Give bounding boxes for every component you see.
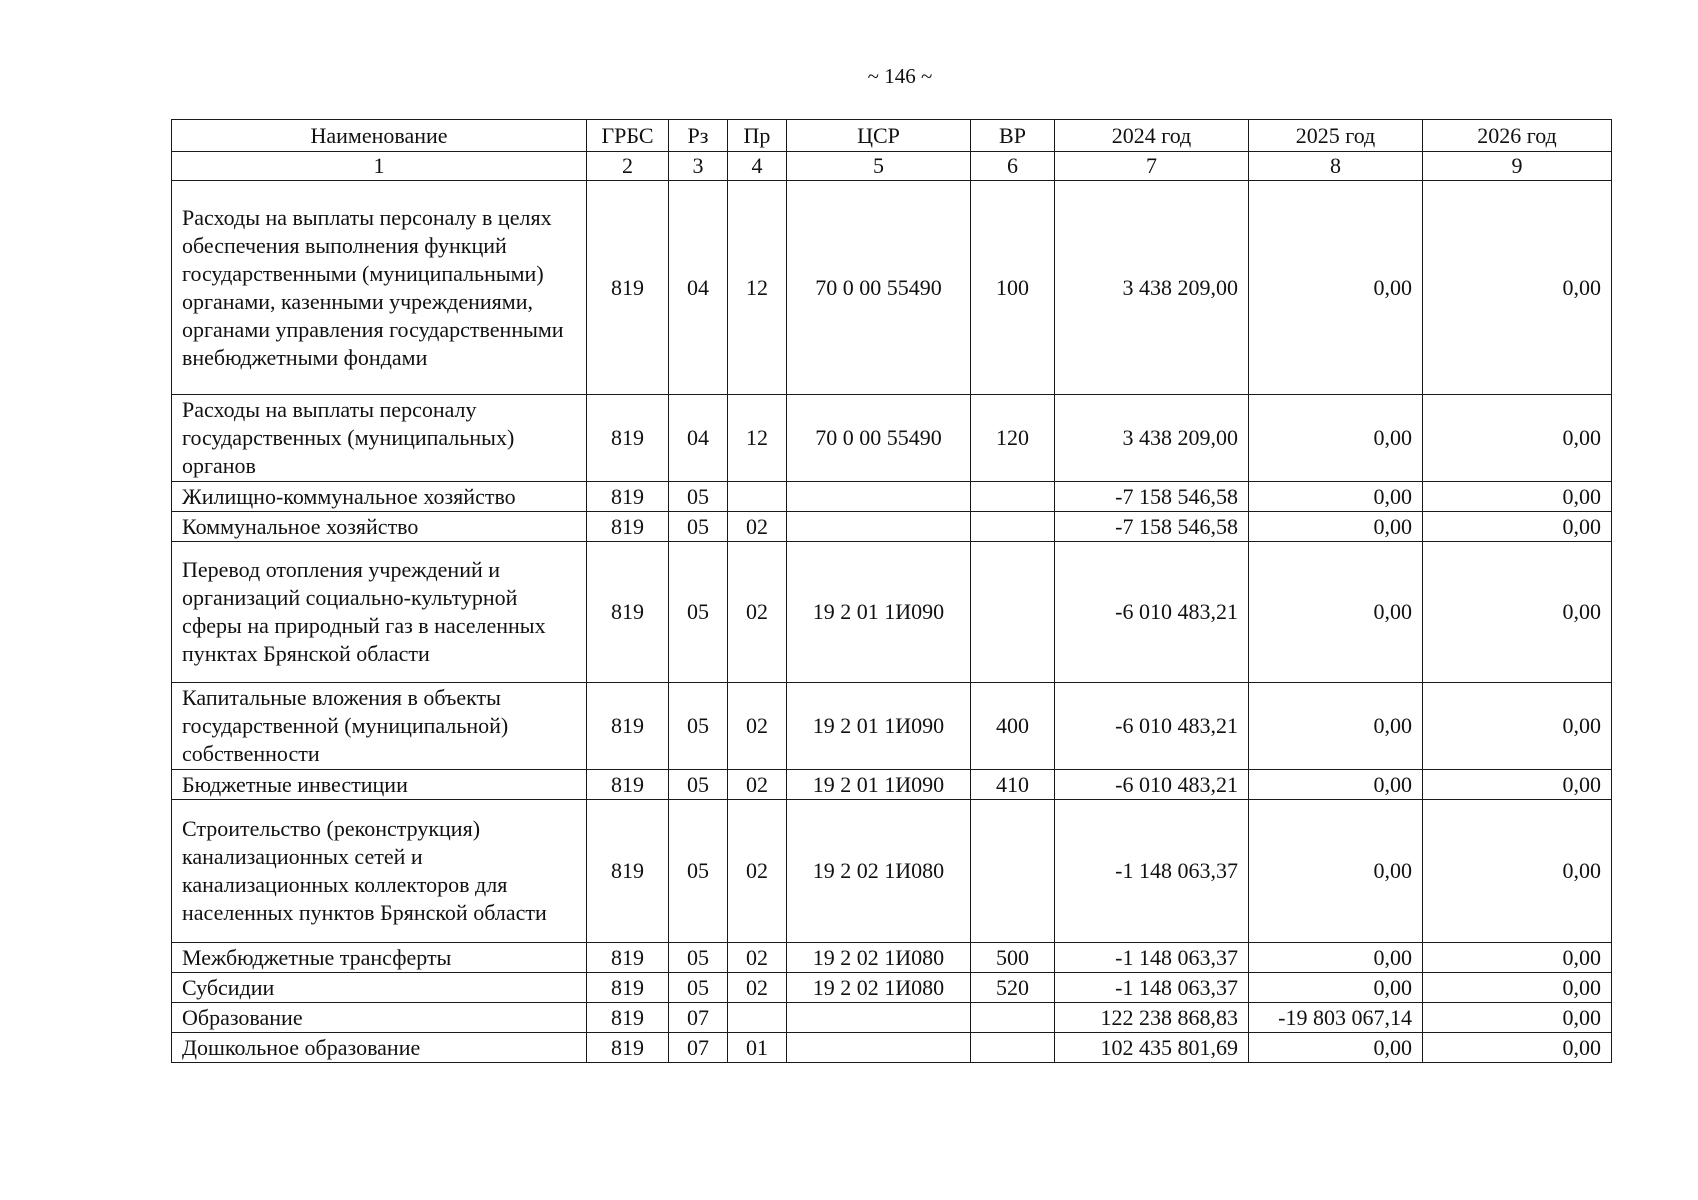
row-pr: 12 (728, 395, 787, 482)
table-row (172, 770, 1612, 800)
row-name: Жилищно-коммунальное хозяйство (172, 482, 587, 512)
column-number: 1 (172, 152, 587, 181)
row-grbs: 819 (587, 800, 669, 943)
row-2025: 0,00 (1249, 943, 1423, 973)
row-2025: 0,00 (1249, 482, 1423, 512)
row-rz: 07 (669, 1033, 728, 1063)
row-pr (728, 1003, 787, 1033)
row-name: Перевод отопления учреждений и организаций социально-культурной сферы на природный газ в населенных пунктах Брянской области (172, 542, 587, 683)
row-name: Межбюджетные трансферты (172, 943, 587, 973)
row-2024: 3 438 209,00 (1055, 181, 1249, 395)
row-2026: 0,00 (1423, 482, 1612, 512)
row-2025: -19 803 067,14 (1249, 1003, 1423, 1033)
column-number: 8 (1249, 152, 1423, 181)
row-2026: 0,00 (1423, 973, 1612, 1003)
row-2024: 122 238 868,83 (1055, 1003, 1249, 1033)
row-2025: 0,00 (1249, 512, 1423, 542)
row-2025: 0,00 (1249, 395, 1423, 482)
row-name: Расходы на выплаты персоналу в целях обеспечения выполнения функций государственными (муниципальными) органами, казенными учреждениями, органами управления государственными внебюджетными фондами (172, 181, 587, 395)
row-2024: -1 148 063,37 (1055, 800, 1249, 943)
row-vr (971, 1033, 1055, 1063)
row-vr (971, 800, 1055, 943)
row-2024: 102 435 801,69 (1055, 1033, 1249, 1063)
row-vr (971, 542, 1055, 683)
header-grbs: ГРБС (587, 120, 669, 152)
header-2026: 2026 год (1423, 120, 1612, 152)
row-2024: -6 010 483,21 (1055, 683, 1249, 770)
row-rz: 05 (669, 973, 728, 1003)
table-row (172, 1033, 1612, 1063)
row-2024: -1 148 063,37 (1055, 943, 1249, 973)
row-2025: 0,00 (1249, 181, 1423, 395)
row-grbs: 819 (587, 512, 669, 542)
column-number: 7 (1055, 152, 1249, 181)
row-vr: 400 (971, 683, 1055, 770)
row-2026: 0,00 (1423, 512, 1612, 542)
row-2026: 0,00 (1423, 683, 1612, 770)
row-vr: 500 (971, 943, 1055, 973)
column-number: 5 (787, 152, 971, 181)
row-rz: 04 (669, 181, 728, 395)
row-grbs: 819 (587, 770, 669, 800)
row-2026: 0,00 (1423, 1033, 1612, 1063)
row-name: Субсидии (172, 973, 587, 1003)
header-vr: ВР (971, 120, 1055, 152)
row-rz: 05 (669, 683, 728, 770)
table-row (172, 800, 1612, 943)
row-rz: 05 (669, 482, 728, 512)
row-2024: -1 148 063,37 (1055, 973, 1249, 1003)
row-pr: 02 (728, 683, 787, 770)
row-csr (787, 482, 971, 512)
row-pr (728, 482, 787, 512)
row-2025: 0,00 (1249, 542, 1423, 683)
row-csr: 19 2 02 1И080 (787, 800, 971, 943)
table-row (172, 943, 1612, 973)
row-2026: 0,00 (1423, 542, 1612, 683)
row-rz: 05 (669, 800, 728, 943)
row-name: Строительство (реконструкция) канализационных сетей и канализационных коллекторов для населенных пунктов Брянской области (172, 800, 587, 943)
header-rz: Рз (669, 120, 728, 152)
column-number: 3 (669, 152, 728, 181)
row-vr: 410 (971, 770, 1055, 800)
row-vr (971, 1003, 1055, 1033)
column-number-row (172, 152, 1612, 181)
row-csr: 70 0 00 55490 (787, 395, 971, 482)
header-row (172, 120, 1612, 152)
row-csr (787, 1003, 971, 1033)
row-grbs: 819 (587, 1003, 669, 1033)
header-pr: Пр (728, 120, 787, 152)
header-2024: 2024 год (1055, 120, 1249, 152)
row-name: Дошкольное образование (172, 1033, 587, 1063)
row-2025: 0,00 (1249, 1033, 1423, 1063)
row-grbs: 819 (587, 943, 669, 973)
row-2025: 0,00 (1249, 770, 1423, 800)
row-pr: 02 (728, 542, 787, 683)
row-vr: 520 (971, 973, 1055, 1003)
table-row (172, 395, 1612, 482)
row-2026: 0,00 (1423, 395, 1612, 482)
row-csr: 19 2 01 1И090 (787, 683, 971, 770)
row-2026: 0,00 (1423, 800, 1612, 943)
budget-table (171, 119, 1612, 1063)
row-2025: 0,00 (1249, 683, 1423, 770)
table-row (172, 181, 1612, 395)
row-2026: 0,00 (1423, 770, 1612, 800)
header-csr: ЦСР (787, 120, 971, 152)
header-2025: 2025 год (1249, 120, 1423, 152)
row-csr: 19 2 02 1И080 (787, 943, 971, 973)
row-rz: 07 (669, 1003, 728, 1033)
column-number: 9 (1423, 152, 1612, 181)
row-vr (971, 512, 1055, 542)
row-rz: 05 (669, 512, 728, 542)
row-2026: 0,00 (1423, 943, 1612, 973)
row-vr: 100 (971, 181, 1055, 395)
row-grbs: 819 (587, 973, 669, 1003)
row-rz: 05 (669, 542, 728, 683)
row-2026: 0,00 (1423, 1003, 1612, 1033)
table-row (172, 1003, 1612, 1033)
row-2024: -7 158 546,58 (1055, 512, 1249, 542)
row-2025: 0,00 (1249, 800, 1423, 943)
row-2024: -6 010 483,21 (1055, 542, 1249, 683)
row-pr: 01 (728, 1033, 787, 1063)
row-grbs: 819 (587, 181, 669, 395)
column-number: 4 (728, 152, 787, 181)
row-name: Расходы на выплаты персоналу государственных (муниципальных) органов (172, 395, 587, 482)
row-2024: -7 158 546,58 (1055, 482, 1249, 512)
column-number: 2 (587, 152, 669, 181)
row-pr: 02 (728, 943, 787, 973)
row-csr: 70 0 00 55490 (787, 181, 971, 395)
row-grbs: 819 (587, 482, 669, 512)
row-grbs: 819 (587, 683, 669, 770)
table-row (172, 973, 1612, 1003)
row-rz: 05 (669, 943, 728, 973)
row-2024: -6 010 483,21 (1055, 770, 1249, 800)
column-number: 6 (971, 152, 1055, 181)
row-name: Капитальные вложения в объекты государственной (муниципальной) собственности (172, 683, 587, 770)
table-row (172, 512, 1612, 542)
table-row (172, 683, 1612, 770)
row-csr: 19 2 01 1И090 (787, 770, 971, 800)
row-pr: 02 (728, 770, 787, 800)
row-grbs: 819 (587, 1033, 669, 1063)
row-pr: 02 (728, 973, 787, 1003)
row-pr: 02 (728, 512, 787, 542)
page-number: ~ 146 ~ (867, 64, 933, 88)
row-2026: 0,00 (1423, 181, 1612, 395)
row-grbs: 819 (587, 395, 669, 482)
row-pr: 02 (728, 800, 787, 943)
header-name: Наименование (172, 120, 587, 152)
row-pr: 12 (728, 181, 787, 395)
row-name: Коммунальное хозяйство (172, 512, 587, 542)
row-2024: 3 438 209,00 (1055, 395, 1249, 482)
row-grbs: 819 (587, 542, 669, 683)
table-row (172, 542, 1612, 683)
row-csr (787, 1033, 971, 1063)
row-csr: 19 2 01 1И090 (787, 542, 971, 683)
table-row (172, 482, 1612, 512)
row-csr (787, 512, 971, 542)
row-vr (971, 482, 1055, 512)
row-rz: 04 (669, 395, 728, 482)
row-name: Образование (172, 1003, 587, 1033)
row-rz: 05 (669, 770, 728, 800)
row-vr: 120 (971, 395, 1055, 482)
row-name: Бюджетные инвестиции (172, 770, 587, 800)
row-csr: 19 2 02 1И080 (787, 973, 971, 1003)
row-2025: 0,00 (1249, 973, 1423, 1003)
